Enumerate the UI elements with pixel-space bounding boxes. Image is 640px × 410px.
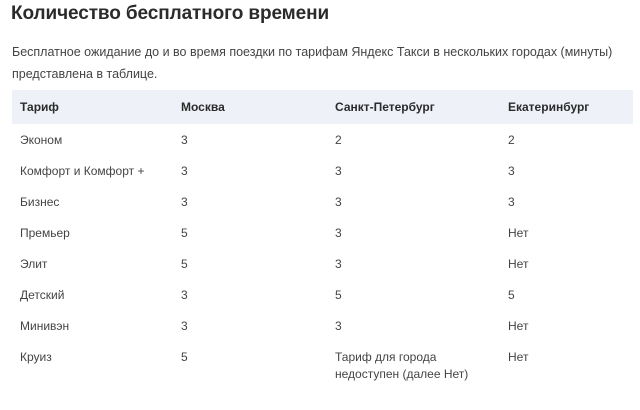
cell-moscow: 3 <box>181 288 188 302</box>
section-heading: Количество бесплатного времени <box>11 3 330 24</box>
cell-tariff: Круиз <box>20 350 52 364</box>
table-row <box>12 341 633 381</box>
table-row <box>12 186 633 217</box>
header-tariff: Тариф <box>20 100 59 114</box>
intro-paragraph: Бесплатное ожидание до и во время поездки по тарифам Яндекс Такси в нескольких городах (минуты) представлена в таблице. <box>12 45 613 81</box>
cell-moscow: 3 <box>181 195 188 209</box>
cell-saint-petersburg: 3 <box>335 319 342 333</box>
cell-yekaterinburg: Нет <box>508 319 529 333</box>
cell-saint-petersburg: 5 <box>335 288 342 302</box>
cell-tariff: Премьер <box>20 226 70 240</box>
table-row <box>12 279 633 310</box>
cell-yekaterinburg: 2 <box>508 133 515 147</box>
table-row <box>12 310 633 341</box>
cell-tariff: Минивэн <box>20 319 70 333</box>
cell-saint-petersburg: Тариф для города недоступен (далее Нет) <box>335 350 469 381</box>
cell-moscow: 3 <box>181 164 188 178</box>
cell-saint-petersburg: 3 <box>335 195 342 209</box>
cell-saint-petersburg: 2 <box>335 133 342 147</box>
cell-yekaterinburg: Нет <box>508 350 529 364</box>
cell-saint-petersburg: 3 <box>335 257 342 271</box>
table-row <box>12 248 633 279</box>
free-time-table <box>12 90 633 381</box>
cell-tariff: Эконом <box>20 133 63 147</box>
cell-yekaterinburg: 3 <box>508 195 515 209</box>
table-row <box>12 155 633 186</box>
cell-tariff: Бизнес <box>20 195 60 209</box>
table-row <box>12 217 633 248</box>
cell-tariff: Комфорт и Комфорт + <box>20 164 145 178</box>
table-row <box>12 124 633 155</box>
table-header-row <box>12 90 633 124</box>
cell-tariff: Элит <box>20 257 48 271</box>
cell-moscow: 5 <box>181 350 188 364</box>
cell-moscow: 5 <box>181 226 188 240</box>
cell-yekaterinburg: 5 <box>508 288 515 302</box>
cell-yekaterinburg: Нет <box>508 257 529 271</box>
cell-moscow: 3 <box>181 319 188 333</box>
header-saint-petersburg: Санкт-Петербург <box>335 100 435 114</box>
cell-moscow: 5 <box>181 257 188 271</box>
cell-saint-petersburg: 3 <box>335 226 342 240</box>
cell-moscow: 3 <box>181 133 188 147</box>
cell-tariff: Детский <box>20 288 65 302</box>
cell-saint-petersburg: 3 <box>335 164 342 178</box>
header-yekaterinburg: Екатеринбург <box>508 100 590 114</box>
cell-yekaterinburg: Нет <box>508 226 529 240</box>
cell-yekaterinburg: 3 <box>508 164 515 178</box>
header-moscow: Москва <box>181 100 225 114</box>
